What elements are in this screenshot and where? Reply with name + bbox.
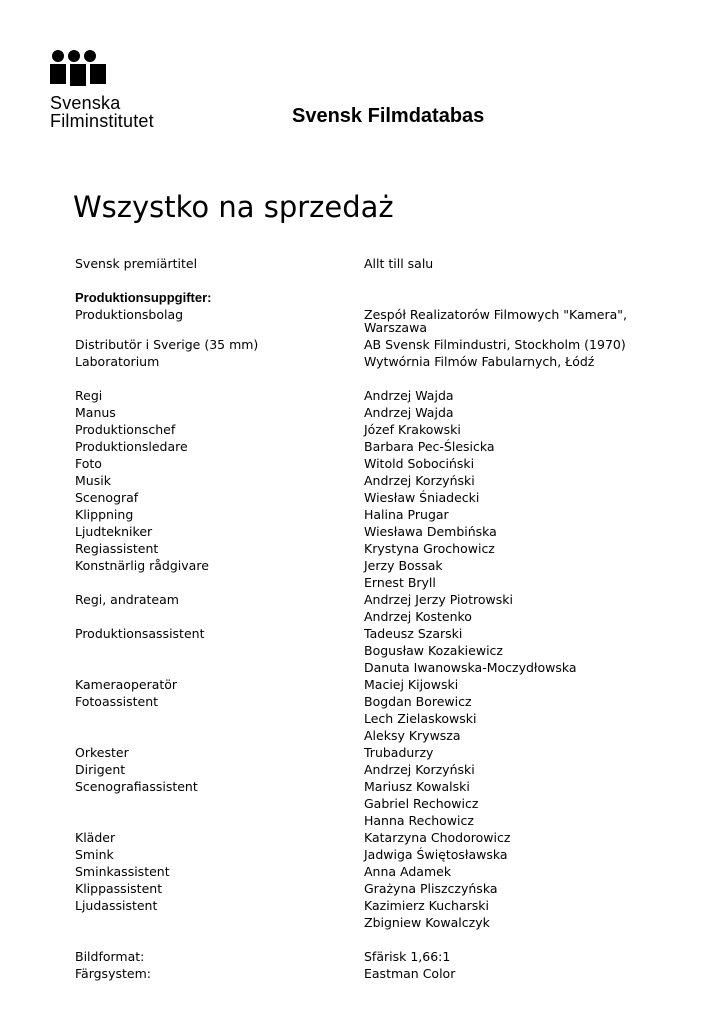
crew-value: Jadwiga Świętosławska: [364, 847, 508, 862]
crew-row: [75, 438, 675, 455]
crew-label: Kameraoperatör: [75, 677, 178, 692]
logo-line-1: Svenska: [50, 93, 121, 113]
crew-value: Maciej Kijowski: [364, 677, 459, 692]
crew-value: Andrzej Wajda: [364, 405, 454, 420]
crew-label: [75, 574, 364, 591]
crew-value: Andrzej Korzyński: [364, 473, 475, 488]
production-label: Distributör i Sverige (35 mm): [75, 337, 259, 352]
crew-label: Kläder: [75, 830, 116, 845]
premiere-label: Svensk premiärtitel: [75, 256, 198, 271]
production-value: Zespół Realizatorów Filmowych "Kamera", Warszawa: [364, 307, 627, 335]
film-details: [75, 255, 675, 982]
crew-label: [75, 914, 364, 931]
crew-value: Ernest Bryll: [364, 575, 436, 590]
crew-label: [75, 727, 364, 744]
production-row: [75, 336, 675, 353]
premiere-row: [75, 255, 675, 272]
production-value: AB Svensk Filmindustri, Stockholm (1970): [364, 337, 626, 352]
crew-row: [75, 795, 675, 812]
crew-label: Regi, andrateam: [75, 592, 179, 607]
crew-row: [75, 744, 675, 761]
crew-value: Andrzej Korzyński: [364, 762, 475, 777]
crew-value: Bogusław Kozakiewicz: [364, 643, 503, 658]
crew-row: [75, 778, 675, 795]
crew-row: [75, 574, 675, 591]
crew-label: Orkester: [75, 745, 129, 760]
crew-row: [75, 727, 675, 744]
crew-row: [75, 591, 675, 608]
crew-value: Aleksy Krywsza: [364, 728, 461, 743]
crew-value: Krystyna Grochowicz: [364, 541, 495, 556]
crew-label: [75, 659, 364, 676]
crew-row: [75, 387, 675, 404]
crew-row: [75, 472, 675, 489]
premiere-value: Allt till salu: [364, 256, 434, 271]
crew-row: [75, 880, 675, 897]
crew-label: Scenografiassistent: [75, 779, 198, 794]
technical-label: Färgsystem:: [75, 966, 151, 981]
crew-value: Zbigniew Kowalczyk: [364, 915, 490, 930]
crew-value: Lech Zielaskowski: [364, 711, 477, 726]
crew-list: [75, 387, 675, 931]
production-heading: Produktionsuppgifter:: [75, 290, 212, 305]
production-list: [75, 306, 675, 370]
production-value: Wytwórnia Filmów Fabularnych, Łódź: [364, 354, 595, 369]
crew-row: [75, 914, 675, 931]
production-row: [75, 306, 675, 336]
crew-label: [75, 608, 364, 625]
production-label: Produktionsbolag: [75, 307, 184, 322]
site-title: Svensk Filmdatabas: [292, 105, 485, 127]
crew-label: Regi: [75, 388, 103, 403]
crew-row: [75, 676, 675, 693]
crew-row: [75, 659, 675, 676]
crew-label: Scenograf: [75, 490, 139, 505]
logo-dots-icon: [52, 50, 154, 62]
crew-value: Andrzej Jerzy Piotrowski: [364, 592, 513, 607]
crew-row: [75, 693, 675, 710]
crew-value: Katarzyna Chodorowicz: [364, 830, 511, 845]
crew-label: [75, 795, 364, 812]
crew-row: [75, 540, 675, 557]
crew-row: [75, 421, 675, 438]
logo-line-2: Filminstitutet: [50, 111, 154, 131]
crew-row: [75, 404, 675, 421]
crew-value: Andrzej Wajda: [364, 388, 454, 403]
crew-row: [75, 557, 675, 574]
crew-row: [75, 846, 675, 863]
crew-row: [75, 642, 675, 659]
crew-value: Hanna Rechowicz: [364, 813, 474, 828]
crew-row: [75, 523, 675, 540]
crew-value: Bogdan Borewicz: [364, 694, 472, 709]
crew-value: Kazimierz Kucharski: [364, 898, 489, 913]
crew-label: Musik: [75, 473, 111, 488]
technical-value: Sfärisk 1,66:1: [364, 949, 451, 964]
svenska-filminstitutet-logo: [50, 50, 154, 130]
crew-value: Gabriel Rechowicz: [364, 796, 479, 811]
crew-value: Jerzy Bossak: [364, 558, 443, 573]
crew-label: Foto: [75, 456, 102, 471]
crew-value: Tadeusz Szarski: [364, 626, 463, 641]
crew-label: Produktionsledare: [75, 439, 188, 454]
crew-label: Fotoassistent: [75, 694, 159, 709]
crew-row: [75, 812, 675, 829]
crew-row: [75, 506, 675, 523]
crew-label: Klippassistent: [75, 881, 163, 896]
crew-row: [75, 863, 675, 880]
crew-label: Ljudassistent: [75, 898, 158, 913]
technical-row: [75, 948, 675, 965]
crew-row: [75, 625, 675, 642]
logo-blocks-icon: [50, 64, 154, 86]
production-row: [75, 353, 675, 370]
crew-value: Trubadurzy: [364, 745, 434, 760]
crew-value: Mariusz Kowalski: [364, 779, 470, 794]
crew-value: Andrzej Kostenko: [364, 609, 472, 624]
crew-label: Klippning: [75, 507, 134, 522]
crew-value: Grażyna Pliszczyńska: [364, 881, 498, 896]
crew-label: Produktionschef: [75, 422, 176, 437]
technical-row: [75, 965, 675, 982]
crew-row: [75, 761, 675, 778]
crew-row: [75, 455, 675, 472]
crew-value: Barbara Pec-Ślesicka: [364, 439, 495, 454]
crew-label: Smink: [75, 847, 114, 862]
crew-row: [75, 710, 675, 727]
crew-label: Manus: [75, 405, 116, 420]
crew-label: [75, 642, 364, 659]
crew-value: Danuta Iwanowska-Moczydłowska: [364, 660, 577, 675]
crew-label: Ljudtekniker: [75, 524, 153, 539]
crew-row: [75, 489, 675, 506]
film-title: Wszystko na sprzedaż: [73, 190, 394, 224]
technical-value: Eastman Color: [364, 966, 456, 981]
technical-label: Bildformat:: [75, 949, 145, 964]
production-label: Laboratorium: [75, 354, 160, 369]
crew-label: Produktionsassistent: [75, 626, 205, 641]
crew-value: Wiesława Dembińska: [364, 524, 497, 539]
crew-value: Anna Adamek: [364, 864, 452, 879]
crew-label: Sminkassistent: [75, 864, 170, 879]
crew-label: Regiassistent: [75, 541, 159, 556]
crew-value: Halina Prugar: [364, 507, 449, 522]
crew-label: [75, 812, 364, 829]
crew-value: Józef Krakowski: [364, 422, 461, 437]
crew-row: [75, 829, 675, 846]
crew-value: Witold Sobociński: [364, 456, 475, 471]
crew-label: Dirigent: [75, 762, 126, 777]
crew-row: [75, 897, 675, 914]
technical-list: [75, 948, 675, 982]
crew-label: [75, 710, 364, 727]
crew-label: Konstnärlig rådgivare: [75, 558, 209, 573]
crew-row: [75, 608, 675, 625]
crew-value: Wiesław Śniadecki: [364, 490, 480, 505]
